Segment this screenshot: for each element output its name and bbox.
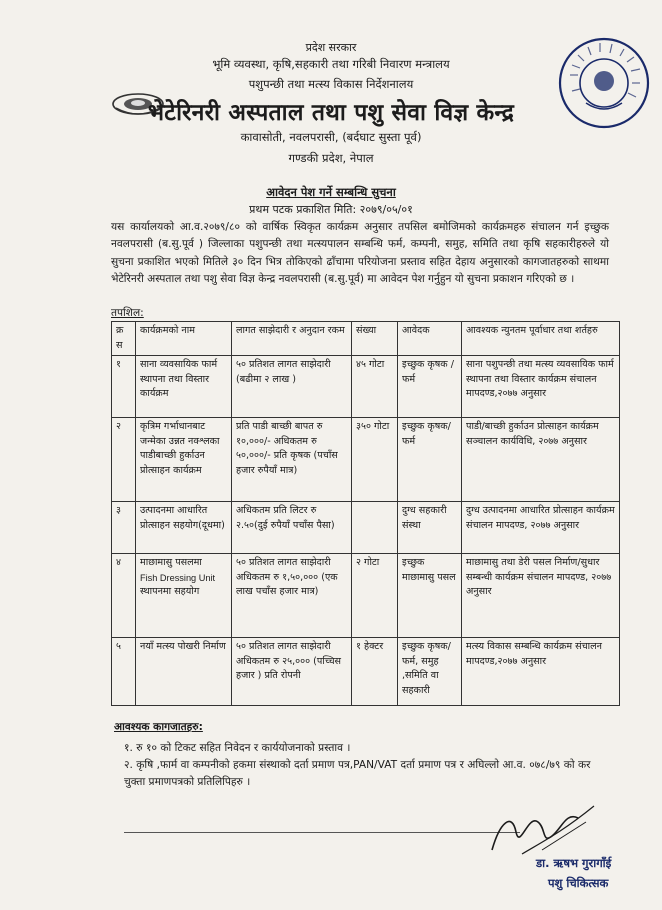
divider — [124, 832, 520, 833]
program-line-english: Fish Dressing Unit — [140, 572, 216, 583]
serial-cell: ३ — [112, 502, 136, 554]
table-row — [112, 638, 620, 706]
office-name: भेटेरिनरी अस्पताल तथा पशु सेवा विज्ञ केन्द्र — [147, 100, 515, 126]
office-address: कावासोती, नवलपरासी, (बर्दघाट सुस्ता पूर्व) — [240, 130, 422, 144]
header-cell: क्र स — [112, 322, 136, 356]
count-cell: १ हेक्टर — [352, 638, 398, 706]
serial-cell: २ — [112, 418, 136, 502]
cost-cell: ५० प्रतिशत लागत साझेदारी अधिकतम रु १,५०,००० (एक लाख पचाँस हजार मात्र) — [232, 554, 352, 638]
conditions-cell: पाडी/बाच्छी हुर्काउन प्रोत्साहन कार्यक्रम सञ्चालन कार्यविधि, २०७७ अनुसार — [462, 418, 620, 502]
govt-line: प्रदेश सरकार — [305, 41, 357, 54]
notice-title: आवेदन पेश गर्ने सम्बन्धि सुचना — [266, 185, 396, 199]
program-cell: साना व्यवसायिक फार्म स्थापना तथा विस्तार कार्यक्रम — [136, 356, 232, 418]
table-row — [112, 356, 620, 418]
publish-date: प्रथम पटक प्रकाशित मिति: २०७९/०५/०१ — [249, 203, 413, 216]
ministry-line: भूमि व्यवस्था, कृषि,सहकारी तथा गरिबी निवारण मन्त्रालय — [212, 57, 450, 71]
serial-cell: १ — [112, 356, 136, 418]
directorate-line: पशुपन्छी तथा मत्स्य विकास निर्देशनालय — [248, 77, 414, 91]
conditions-cell: मत्स्य विकास सम्बन्धि कार्यक्रम संचालन मापदण्ड,२०७७ अनुसार — [462, 638, 620, 706]
applicant-cell: इच्छुक माछामासु पसल — [398, 554, 462, 638]
signatory-title: पशु चिकित्सक — [548, 876, 609, 890]
document-item: १. रु १० को टिकट सहित निवेदन र कार्ययोजनाको प्रस्ताव । — [124, 742, 351, 754]
applicant-cell: इच्छुक कृषक/फर्म, समुह ,समिति वा सहकारी — [398, 638, 462, 706]
table-header-row — [112, 322, 620, 356]
table-row — [112, 418, 620, 502]
count-cell: ४५ गोटा — [352, 356, 398, 418]
table-row — [112, 502, 620, 554]
count-cell: ३५० गोटा — [352, 418, 398, 502]
program-line: स्थापनमा सहयोग — [140, 586, 200, 598]
signatory-name: डा. ऋषभ गुरागाँई — [536, 856, 612, 870]
count-cell: २ गोटा — [352, 554, 398, 638]
notice-body: यस कार्यालयको आ.व.२०७९/८० को वार्षिक स्विकृत कार्यक्रम अनुसार तपसिल बमोजिमको कार्यक्रमहरु संचालन गर्न इच्छुक नवलपरासी (ब.सु.पूर्व ) जिल्लाका पशुपन्छी तथा मत्स्यपालन सम्बन्धि फर्म, कम्पनी, समुह, समिति तथा कृषि सहकारीहरुले यो सुचना प्रकाशित भएको मितिले ३० दिन भित्र तोकिएको ढाँचामा परियोजना प्रस्ताव सहित देहाय अनुसारको कागजातहरुको साथमा भेटेरिनरी अस्पताल तथा पशु सेवा विज्ञ केन्द्र नवलपरासी (ब.सु.पूर्व) मा आवेदन पेश गर्नुहुन यो सुचना प्रकाशन गरिएको छ । — [111, 221, 609, 285]
document-item: २. कृषि ,फार्म वा कम्पनीको हकमा संस्थाको दर्ता प्रमाण पत्र,PAN/VAT दर्ता प्रमाण पत्र र अघिल्लो आ.व. ०७८/७९ को कर चुक्ता प्रमाणपत्रको प्रतिलिपिहरु । — [124, 759, 591, 788]
details-label: तपशिल: — [111, 307, 144, 319]
header-cell: आवश्यक न्युनतम पूर्वाधार तथा शर्तहरु — [462, 322, 620, 356]
applicant-cell: इच्छुक कृषक /फर्म — [398, 356, 462, 418]
count-cell — [352, 502, 398, 554]
program-cell: उत्पादनमा आधारित प्रोत्साहन सहयोग(दूधमा) — [136, 502, 232, 554]
documents-title: आवश्यक कागजातहरु: — [114, 721, 203, 733]
cost-cell: प्रति पाडी बाच्छी बापत रु १०,०००/- अधिकतम रु ५०,०००/- प्रति कृषक (पचाँस हजार रुपैयाँ मात्र) — [232, 418, 352, 502]
cost-cell: ५० प्रतिशत लागत साझेदारी अधिकतम रु २५,००० (पच्चिस हजार ) प्रति रोपनी — [232, 638, 352, 706]
program-cell: नयाँ मत्स्य पोखरी निर्माण — [136, 638, 232, 706]
conditions-cell: साना पशुपन्छी तथा मत्स्य व्यवसायिक फार्म स्थापना तथा विस्तार कार्यक्रम संचालन मापदण्ड,२०७७ अनुसार — [462, 356, 620, 418]
serial-cell: ५ — [112, 638, 136, 706]
applicant-cell: दुग्ध सहकारी संस्था — [398, 502, 462, 554]
applicant-cell: इच्छुक कृषक/फर्म — [398, 418, 462, 502]
serial-cell: ४ — [112, 554, 136, 638]
header-cell: कार्यक्रमको नाम — [136, 322, 232, 356]
conditions-cell: दुग्ध उत्पादनमा आधारित प्रोत्साहन कार्यक्रम संचालन मापदण्ड, २०७७ अनुसार — [462, 502, 620, 554]
header-cell: संख्या — [352, 322, 398, 356]
table-row — [112, 554, 620, 638]
handwritten-signature — [482, 792, 602, 862]
program-line: माछामासु पसलमा — [140, 557, 202, 569]
office-province: गण्डकी प्रदेश, नेपाल — [288, 151, 374, 165]
header-cell: आवेदक — [398, 322, 462, 356]
program-table — [111, 321, 620, 706]
header-cell: लागत साझेदारी र अनुदान रकम — [232, 322, 352, 356]
cost-cell: अधिकतम प्रति लिटर रु २.५०(दुई रुपैयाँ पचाँस पैसा) — [232, 502, 352, 554]
conditions-cell: माछामासु तथा डेरी पसल निर्माण/सुधार सम्बन्धी कार्यक्रम संचालन मापदण्ड, २०७७ अनुसार — [462, 554, 620, 638]
program-cell: कृत्रिम गर्भाधानबाट जन्मेका उन्नत नक्श्लका पाडीबाच्छी हुर्काउन प्रोत्साहन कार्यक्रम — [136, 418, 232, 502]
cost-cell: ५० प्रतिशत लागत साझेदारी (बढीमा २ लाख ) — [232, 356, 352, 418]
program-cell — [136, 554, 232, 638]
